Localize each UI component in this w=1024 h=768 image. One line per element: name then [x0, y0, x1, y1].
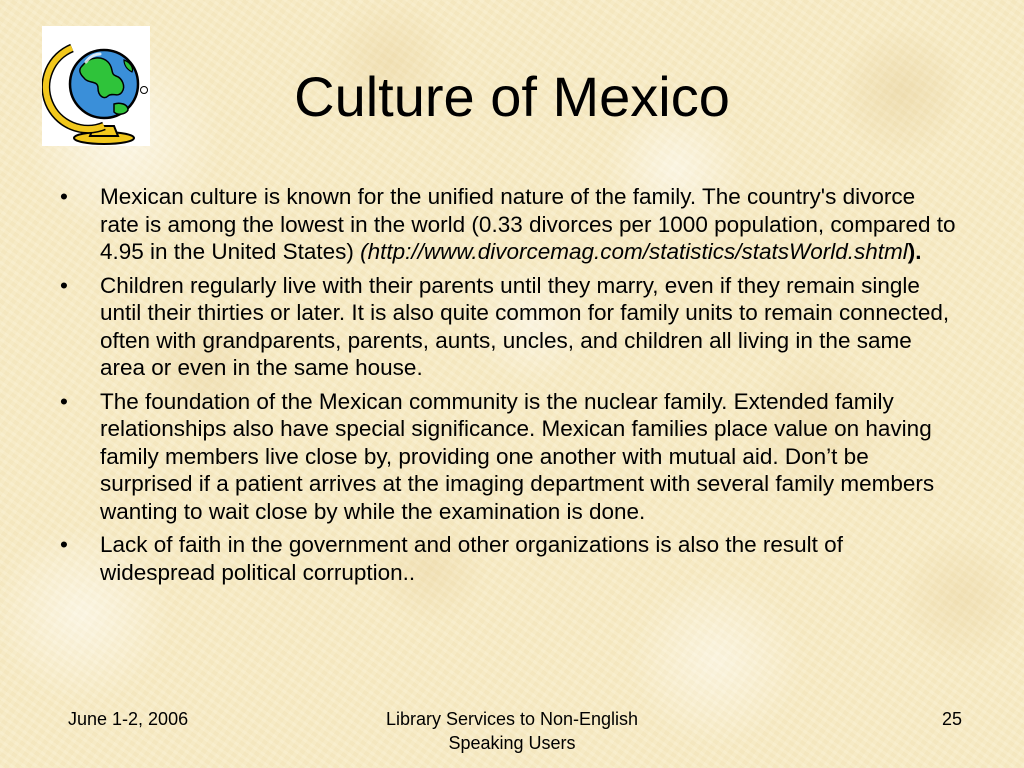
bullet-marker: • [60, 184, 68, 209]
page-number: 25 [941, 709, 962, 729]
footer-title-line2: Speaking Users [448, 733, 576, 753]
footer-date: June 1-2, 2006 [68, 709, 189, 729]
bullet-text: Lack of faith in the government and other organizations is also the result of widespread political corruption.. [100, 532, 843, 585]
bullet-item [56, 388, 956, 526]
bullet-text: Mexican culture is known for the unified nature of the family. The country's divorce rate is among the lowest in the world (0.33 divorces per 1000 population, compared to 4.95 in the United States) [100, 184, 956, 264]
footer-title [312, 707, 712, 756]
footer-title-line1: Library Services to Non-English [385, 709, 639, 729]
citation-close: ). [907, 239, 922, 264]
bullet-marker: • [60, 388, 68, 414]
bullet-text: Children regularly live with their parents until they marry, even if they remain single until their thirties or later. It is also quite common for family units to remain connected, often with grandparents, parents, aunts, uncles, and children all living in the same area or even in the same house. [100, 272, 950, 380]
bullet-item [56, 183, 956, 266]
bullet-item [56, 272, 956, 382]
slide-title: Culture of Mexico [294, 65, 730, 128]
bullet-list [56, 183, 956, 592]
bullet-text: The foundation of the Mexican community is the nuclear family. Extended family relationships also have special significance. Mexican families place value on having family members live close by, providing one another with mutual aid. Don’t be surprised if a patient arrives at the imaging department with several family members wanting to wait close by while the examination is done. [100, 388, 935, 524]
citation-url: (http://www.divorcemag.com/statistics/statsWorld.shtml [360, 239, 908, 264]
bullet-item [56, 531, 956, 586]
bullet-marker: • [60, 532, 68, 557]
bullet-marker: • [60, 272, 68, 298]
